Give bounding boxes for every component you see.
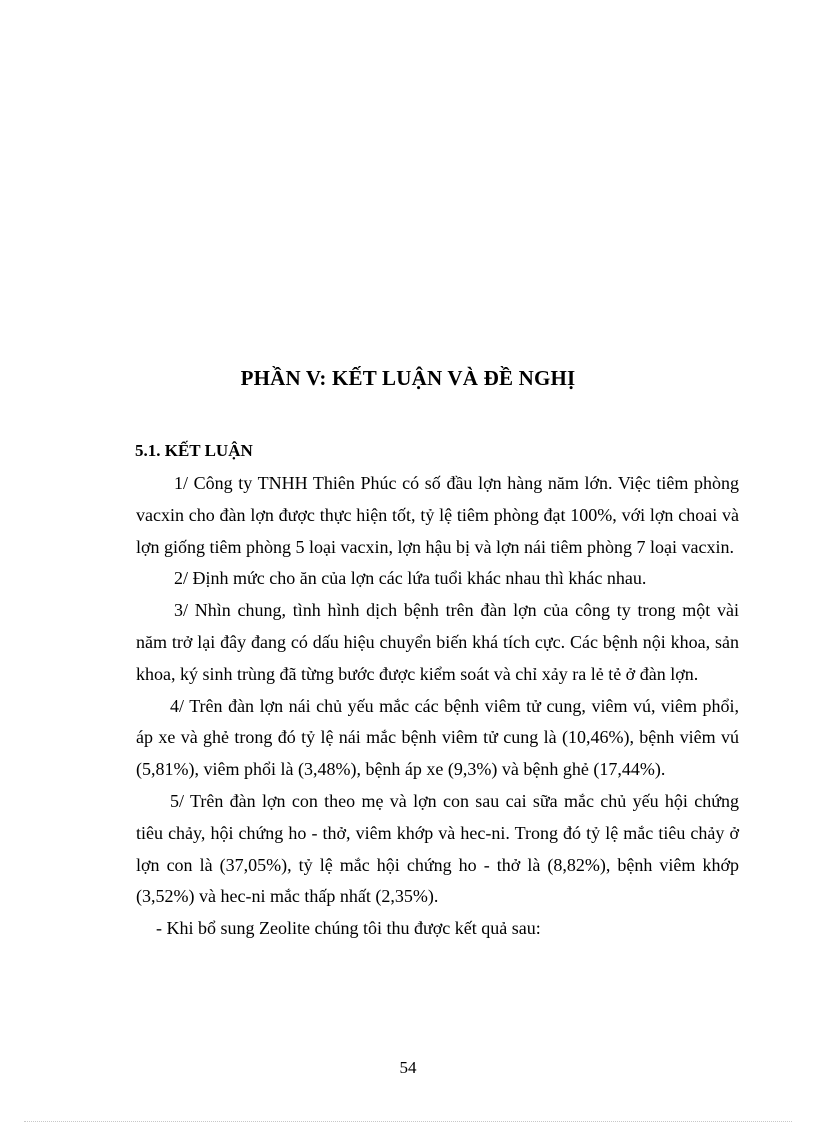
page-bottom-edge <box>24 1121 792 1122</box>
page-number: 54 <box>399 1058 417 1077</box>
paragraph-conclusion-5: 5/ Trên đàn lợn con theo mẹ và lợn con sau cai sữa mắc chủ yếu hội chứng tiêu chảy, hội chứng ho - thở, viêm khớp và hec-ni. Trong đó tỷ lệ mắc tiêu chảy ở lợn con là (37,05%), tỷ lệ mắc hội chứng ho - thở là (8,82%), bệnh viêm khớp (3,52%) và hec-ni mắc thấp nhất (2,35%). <box>136 790 739 907</box>
paragraph-conclusion-2: 2/ Định mức cho ăn của lợn các lứa tuổi khác nhau thì khác nhau. <box>174 568 647 589</box>
paragraph-conclusion-4: 4/ Trên đàn lợn nái chủ yếu mắc các bệnh viêm tử cung, viêm vú, viêm phổi, áp xe và ghẻ trong đó tỷ lệ nái mắc bệnh viêm tử cung là (10,46%), bệnh viêm vú (5,81%), viêm phổi là (3,48%), bệnh áp xe (9,3%) và bệnh ghẻ (17,44%). <box>136 695 739 780</box>
paragraph-conclusion-1: 1/ Công ty TNHH Thiên Phúc có số đầu lợn hàng năm lớn. Việc tiêm phòng vacxin cho đàn lợn được thực hiện tốt, tỷ lệ tiêm phòng đạt 100%, với lợn choai và lợn giống tiêm phòng 5 loại vacxin, lợn hậu bị và lợn nái tiêm phòng 7 loại vacxin. <box>136 473 739 557</box>
section-heading: 5.1. KẾT LUẬN <box>135 441 253 460</box>
body-text <box>136 468 739 945</box>
paragraph-conclusion-3: 3/ Nhìn chung, tình hình dịch bệnh trên đàn lợn của công ty trong một vài năm trở lại đây đang có dấu hiệu chuyển biến khá tích cực. Các bệnh nội khoa, sản khoa, ký sinh trùng đã từng bước được kiểm soát và chỉ xảy ra lẻ tẻ ở đàn lợn. <box>136 600 739 684</box>
chapter-title: PHẦN V: KẾT LUẬN VÀ ĐỀ NGHỊ <box>240 366 576 390</box>
paragraph-zeolite-intro: - Khi bổ sung Zeolite chúng tôi thu được kết quả sau: <box>156 918 541 939</box>
